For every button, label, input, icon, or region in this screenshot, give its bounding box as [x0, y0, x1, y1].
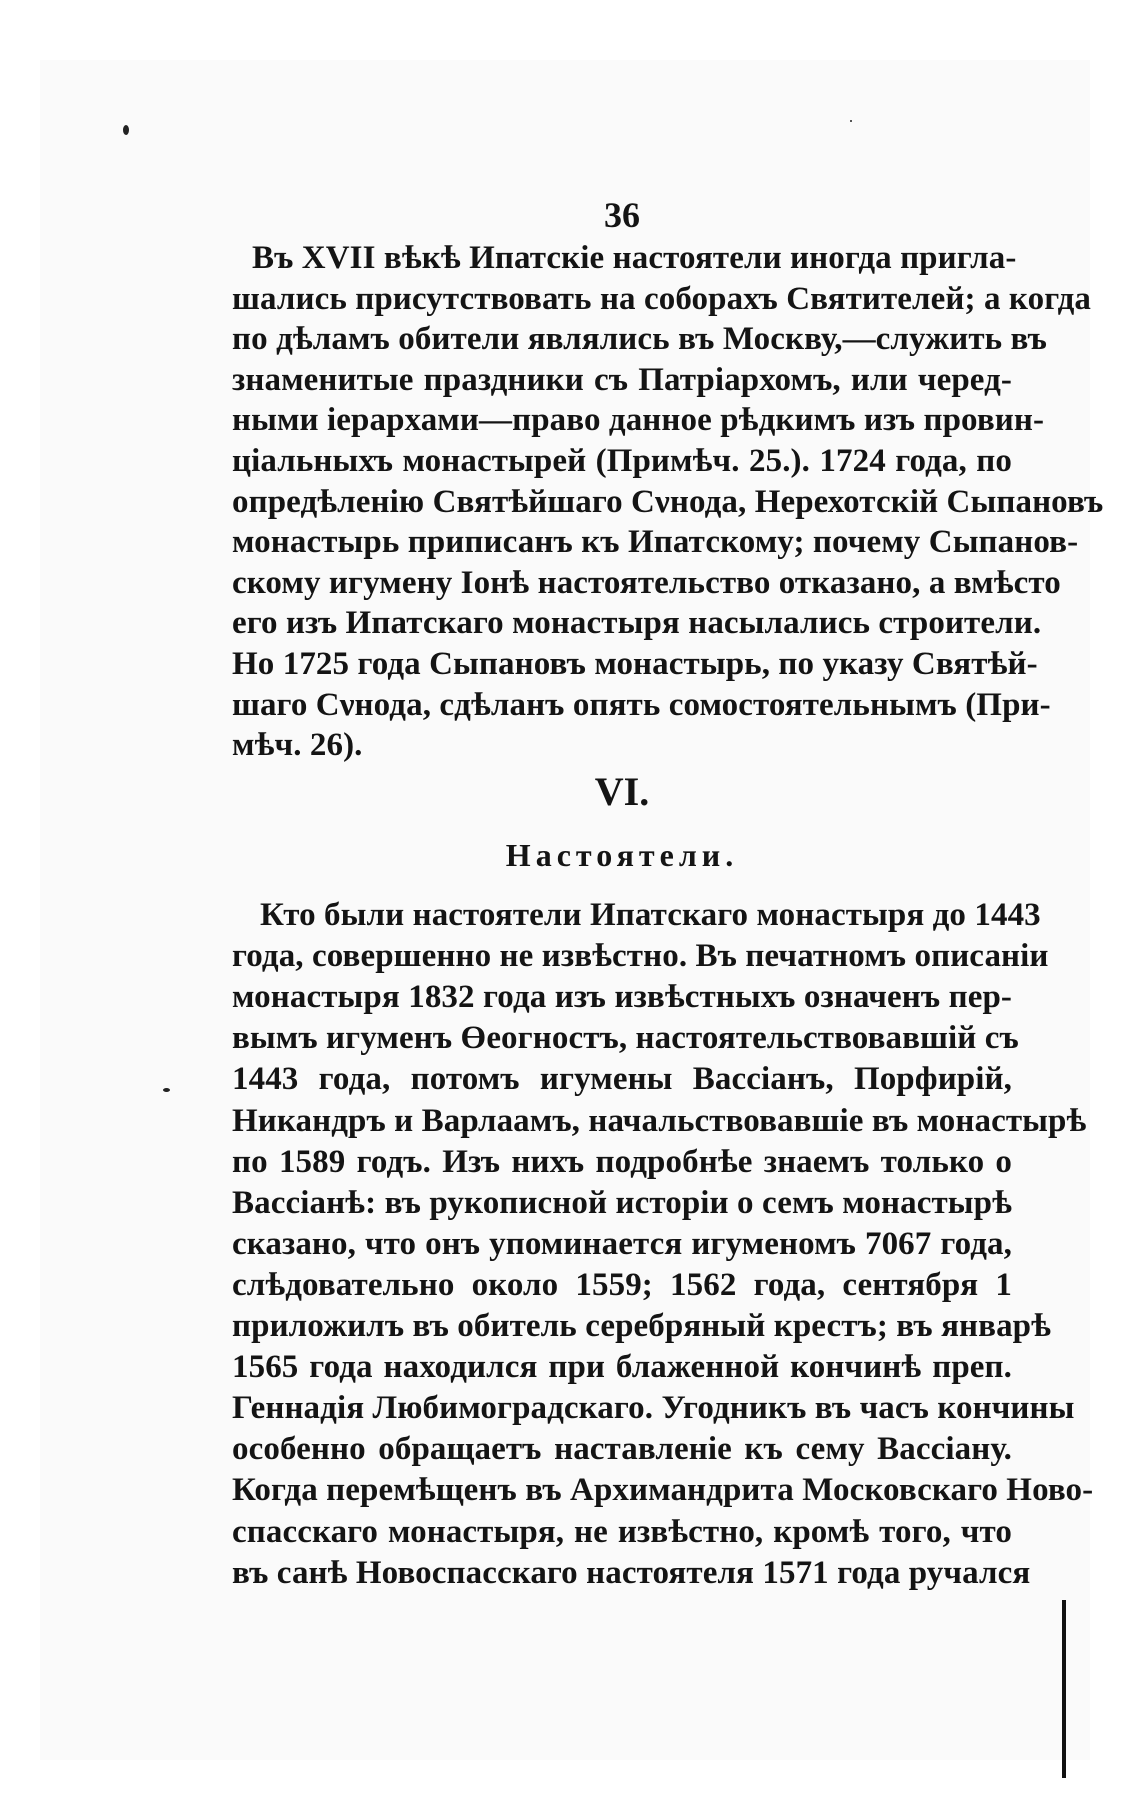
- text-line: ціальныхъ монастырей (Примѣч. 25.). 1724 года, по: [232, 443, 1012, 479]
- text-line: Вассіанѣ: въ рукописной исторіи о семъ монастырѣ: [232, 1184, 1012, 1221]
- text-line: по 1589 годъ. Изъ нихъ подробнѣе знаемъ только о: [232, 1143, 1012, 1180]
- text-line: ными іерархами—право данное рѣдкимъ изъ провин-: [232, 402, 1045, 439]
- text-line: слѣдовательно около 1559; 1562 года, сентября 1: [232, 1266, 1012, 1303]
- text-line: монастыря 1832 года изъ извѣстныхъ означенъ пер-: [232, 979, 1012, 1016]
- text-line: Никандръ и Варлаамъ, начальствовавшіе въ монастырѣ: [232, 1102, 1087, 1139]
- text-line: его изъ Ипатскаго монастыря насылались строители.: [232, 605, 1042, 642]
- text-line: особенно обращаетъ наставленіе къ сему Вассіану.: [232, 1431, 1012, 1468]
- text-line: шаго Сνнода, сдѣланъ опять сомостоятельнымъ (При-: [232, 686, 1051, 723]
- text-line: мѣч. 26).: [232, 727, 363, 764]
- ink-speck: [123, 125, 129, 135]
- text-line: Когда перемѣщенъ въ Архимандрита Московскаго Ново-: [232, 1472, 1094, 1509]
- text-line: въ санѣ Новоспасскаго настоятеля 1571 года ручался: [232, 1554, 1031, 1591]
- text-line: сказано, что онъ упоминается игуменомъ 7067 года,: [232, 1225, 1012, 1262]
- text-line: знаменитые праздники съ Патріархомъ, или черед-: [232, 361, 1012, 398]
- section-title: Настоятели.: [505, 837, 739, 873]
- text-line: вымъ игуменъ Өеогностъ, настоятельствовавшій съ: [232, 1020, 1019, 1057]
- text-line: по дѣламъ обители являлись въ Москву,—служить въ: [232, 321, 1047, 358]
- section-number: VI.: [594, 769, 650, 814]
- text-line: шались присутствовать на соборахъ Святителей; а когда: [232, 280, 1092, 317]
- text-line: Но 1725 года Сыпановъ монастырь, по указу Святѣй-: [232, 646, 1038, 682]
- text-line: скому игумену Іонѣ настоятельство отказано, а вмѣсто: [232, 564, 1061, 601]
- text-line: приложилъ въ обитель серебряный крестъ; въ январѣ: [232, 1308, 1052, 1344]
- text-line: 1443 года, потомъ игумены Вассіанъ, Порфирій,: [232, 1061, 1012, 1098]
- margin-rule: [1062, 1600, 1066, 1778]
- text-line: года, совершенно не извѣстно. Въ печатномъ описаніи: [232, 938, 1049, 975]
- ink-speck: [850, 120, 852, 122]
- ink-speck: [163, 1088, 170, 1092]
- text-line: монастырь приписанъ къ Ипатскому; почему Сыпанов-: [232, 524, 1079, 561]
- text-line: опредѣленію Святѣйшаго Сνнода, Нерехотскій Сыпановъ: [232, 483, 1104, 520]
- page-number: 36: [604, 195, 640, 235]
- text-line: Кто были настоятели Ипатскаго монастыря до 1443: [260, 897, 1041, 933]
- text-line: Въ XVII вѣкѣ Ипатскіе настоятели иногда пригла-: [252, 240, 1017, 276]
- text-line: 1565 года находился при блаженной кончинѣ преп.: [232, 1349, 1012, 1386]
- text-line: спасскаго монастыря, не извѣстно, кромѣ того, что: [232, 1513, 1012, 1550]
- text-line: Геннадія Любимоградскаго. Угодникъ въ часъ кончины: [232, 1390, 1075, 1427]
